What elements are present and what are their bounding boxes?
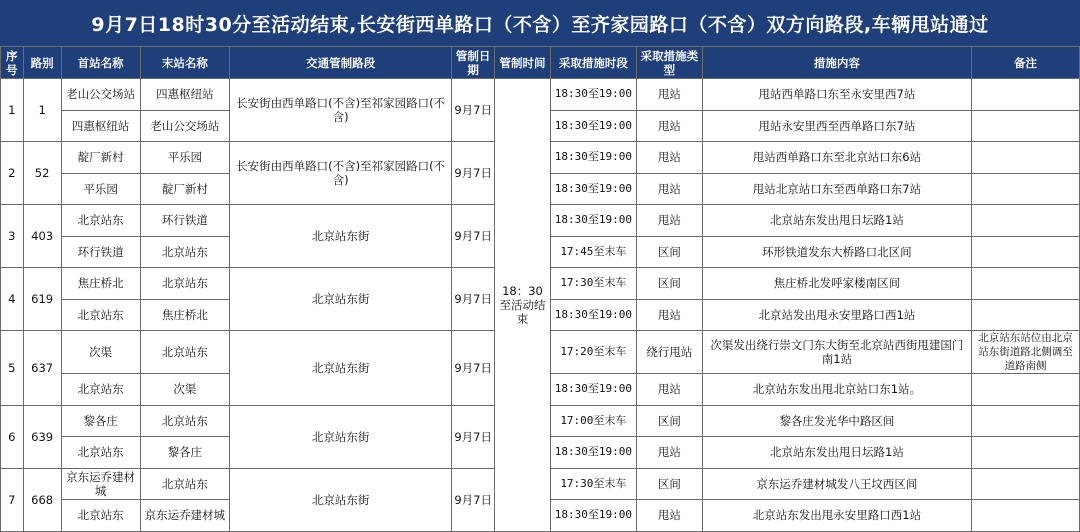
cell-end-station: 四惠枢纽站 [140, 79, 229, 111]
cell-end-station: 京东运乔建材城 [140, 500, 229, 532]
cell-content: 北京站东发出甩日坛路1站 [702, 437, 971, 469]
cell-control-time: 18：30至活动结束 [495, 79, 550, 532]
cell-type: 甩站 [637, 500, 703, 532]
cell-end-station: 靛厂新村 [140, 173, 229, 205]
cell-period: 18:30至19:00 [550, 142, 636, 174]
cell-start-station: 北京站东 [61, 205, 140, 237]
cell-date: 9月7日 [452, 79, 495, 142]
header-col-start-station: 首站名称 [61, 47, 140, 79]
table-row [1, 79, 1080, 111]
cell-end-station: 北京站东 [140, 468, 229, 500]
cell-start-station: 靛厂新村 [61, 142, 140, 174]
cell-no: 4 [1, 268, 24, 331]
cell-period: 17:30至末车 [550, 268, 636, 300]
cell-note [972, 173, 1080, 205]
header-col-no: 序号 [1, 47, 24, 79]
cell-period: 18:30至19:00 [550, 79, 636, 111]
header-col-section: 交通管制路段 [230, 47, 452, 79]
cell-note [972, 110, 1080, 142]
cell-no: 1 [1, 79, 24, 142]
cell-note [972, 142, 1080, 174]
cell-content: 京东运乔建材城发八王坟西区间 [702, 468, 971, 500]
cell-end-station: 环行铁道 [140, 205, 229, 237]
cell-date: 9月7日 [452, 405, 495, 468]
cell-end-station: 北京站东 [140, 268, 229, 300]
header-col-date: 管制日期 [452, 47, 495, 79]
cell-section: 长安街由西单路口(不含)至祁家园路口(不含) [230, 142, 452, 205]
cell-start-station: 北京站东 [61, 374, 140, 406]
cell-period: 18:30至19:00 [550, 205, 636, 237]
cell-note [972, 299, 1080, 331]
page-title: 9月7日18时30分至活动结束,长安街西单路口（不含）至齐家园路口（不含）双方向路段,车辆甩站通过 [0, 0, 1080, 46]
cell-no: 7 [1, 468, 24, 531]
cell-type: 区间 [637, 236, 703, 268]
cell-note [972, 437, 1080, 469]
cell-content: 甩站西单路口东至北京站口东6站 [702, 142, 971, 174]
header-col-end-station: 末站名称 [140, 47, 229, 79]
cell-period: 18:30至19:00 [550, 437, 636, 469]
cell-period: 18:30至19:00 [550, 173, 636, 205]
cell-start-station: 京东运乔建材城 [61, 468, 140, 500]
cell-period: 18:30至19:00 [550, 374, 636, 406]
cell-no: 2 [1, 142, 24, 205]
cell-type: 甩站 [637, 299, 703, 331]
cell-note: 北京站东站位由北京站东街道路北侧调至道路南侧 [972, 331, 1080, 374]
cell-end-station: 焦庄桥北 [140, 299, 229, 331]
cell-note [972, 374, 1080, 406]
cell-end-station: 黎各庄 [140, 437, 229, 469]
cell-date: 9月7日 [452, 468, 495, 531]
cell-type: 区间 [637, 405, 703, 437]
cell-content: 次渠发出绕行崇文门东大街至北京站西街甩建国门南1站 [702, 331, 971, 374]
cell-content: 北京站东发出甩永安里路口西1站 [702, 500, 971, 532]
cell-no: 5 [1, 331, 24, 406]
cell-period: 17:00至末车 [550, 405, 636, 437]
cell-type: 甩站 [637, 437, 703, 469]
cell-type: 甩站 [637, 374, 703, 406]
cell-end-station: 北京站东 [140, 331, 229, 374]
header-row [1, 47, 1080, 79]
cell-section: 北京站东街 [230, 331, 452, 406]
cell-start-station: 北京站东 [61, 500, 140, 532]
cell-start-station: 焦庄桥北 [61, 268, 140, 300]
cell-content: 甩站北京站口东至西单路口东7站 [702, 173, 971, 205]
cell-section: 北京站东街 [230, 405, 452, 468]
cell-type: 甩站 [637, 205, 703, 237]
cell-type: 区间 [637, 268, 703, 300]
cell-content: 黎各庄发光华中路区间 [702, 405, 971, 437]
header-col-note: 备注 [972, 47, 1080, 79]
cell-route: 668 [23, 468, 61, 531]
cell-note [972, 405, 1080, 437]
cell-note [972, 500, 1080, 532]
header-col-period: 采取措施时段 [550, 47, 636, 79]
cell-start-station: 北京站东 [61, 437, 140, 469]
cell-route: 637 [23, 331, 61, 406]
cell-no: 3 [1, 205, 24, 268]
cell-route: 403 [23, 205, 61, 268]
cell-route: 1 [23, 79, 61, 142]
cell-note [972, 79, 1080, 111]
cell-route: 52 [23, 142, 61, 205]
cell-section: 长安街由西单路口(不含)至祁家园路口(不含) [230, 79, 452, 142]
cell-start-station: 北京站东 [61, 299, 140, 331]
cell-period: 17:45至末车 [550, 236, 636, 268]
cell-type: 甩站 [637, 173, 703, 205]
cell-content: 北京站东发出甩北京站口东1站。 [702, 374, 971, 406]
header-col-route: 路别 [23, 47, 61, 79]
header-col-time: 管制时间 [495, 47, 550, 79]
cell-route: 619 [23, 268, 61, 331]
cell-start-station: 四惠枢纽站 [61, 110, 140, 142]
cell-section: 北京站东街 [230, 268, 452, 331]
cell-period: 18:30至19:00 [550, 299, 636, 331]
cell-route: 639 [23, 405, 61, 468]
cell-type: 甩站 [637, 110, 703, 142]
cell-content: 环形铁道发东大桥路口北区间 [702, 236, 971, 268]
cell-content: 甩站西单路口东至永安里西7站 [702, 79, 971, 111]
cell-type: 甩站 [637, 79, 703, 111]
cell-note [972, 468, 1080, 500]
cell-end-station: 老山公交场站 [140, 110, 229, 142]
cell-date: 9月7日 [452, 205, 495, 268]
cell-end-station: 次渠 [140, 374, 229, 406]
cell-date: 9月7日 [452, 331, 495, 406]
cell-date: 9月7日 [452, 268, 495, 331]
cell-type: 绕行甩站 [637, 331, 703, 374]
cell-section: 北京站东街 [230, 468, 452, 531]
cell-period: 17:20至末车 [550, 331, 636, 374]
cell-note [972, 205, 1080, 237]
cell-start-station: 次渠 [61, 331, 140, 374]
cell-content: 北京站东发出甩日坛路1站 [702, 205, 971, 237]
cell-start-station: 环行铁道 [61, 236, 140, 268]
cell-content: 焦庄桥北发呼家楼南区间 [702, 268, 971, 300]
cell-section: 北京站东街 [230, 205, 452, 268]
cell-end-station: 北京站东 [140, 405, 229, 437]
cell-period: 18:30至19:00 [550, 110, 636, 142]
cell-start-station: 平乐园 [61, 173, 140, 205]
cell-end-station: 北京站东 [140, 236, 229, 268]
cell-note [972, 268, 1080, 300]
cell-period: 18:30至19:00 [550, 500, 636, 532]
header-col-type: 采取措施类型 [637, 47, 703, 79]
cell-period: 17:30至末车 [550, 468, 636, 500]
cell-no: 6 [1, 405, 24, 468]
cell-date: 9月7日 [452, 142, 495, 205]
cell-type: 区间 [637, 468, 703, 500]
cell-content: 北京站发出甩永安里路口西1站 [702, 299, 971, 331]
cell-end-station: 平乐园 [140, 142, 229, 174]
header-col-content: 措施内容 [702, 47, 971, 79]
cell-start-station: 老山公交场站 [61, 79, 140, 111]
cell-type: 甩站 [637, 142, 703, 174]
cell-start-station: 黎各庄 [61, 405, 140, 437]
cell-content: 甩站永安里西至西单路口东7站 [702, 110, 971, 142]
cell-note [972, 236, 1080, 268]
schedule-table [0, 46, 1080, 532]
